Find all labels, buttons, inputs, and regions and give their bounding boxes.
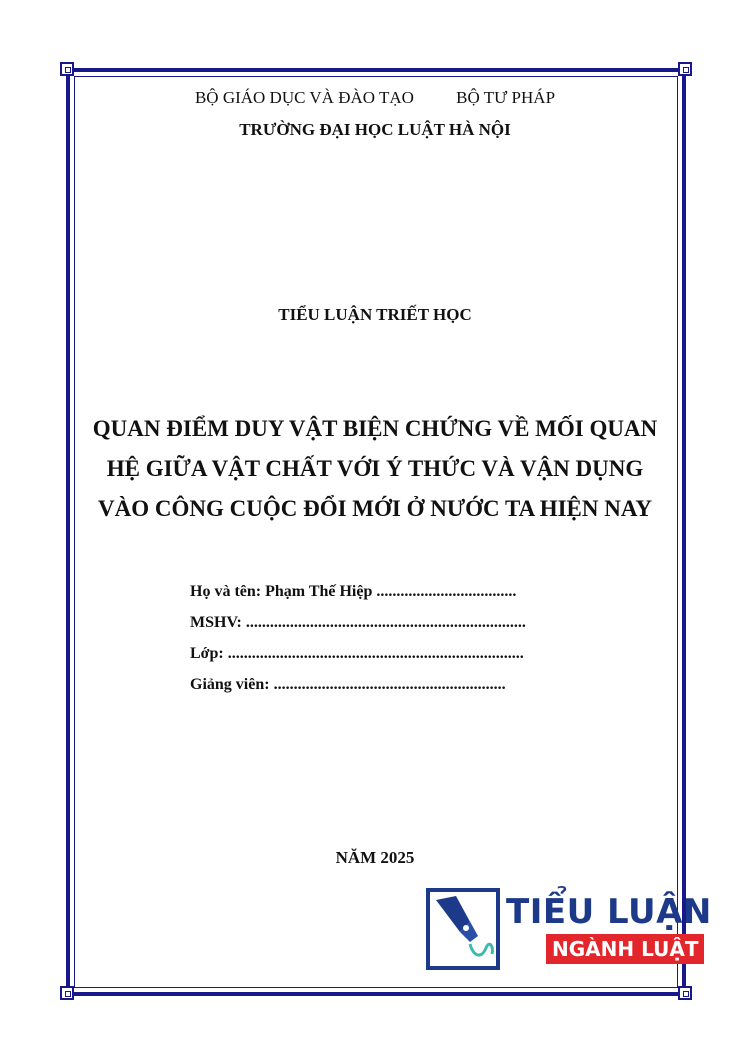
- border-corner-bottom-left: [60, 986, 74, 1000]
- student-id-row: MSHV: ......................................................................: [190, 614, 526, 631]
- essay-title: [0, 409, 750, 529]
- student-info: [190, 583, 550, 707]
- logo-text-secondary: NGÀNH LUẬT: [546, 934, 704, 964]
- title-line: HỆ GIỮA VẬT CHẤT VỚI Ý THỨC VÀ VẬN DỤNG: [106, 456, 644, 481]
- border-corner-top-right: [678, 62, 692, 76]
- title-line: QUAN ĐIỂM DUY VẬT BIỆN CHỨNG VỀ MỐI QUAN: [92, 416, 658, 441]
- lecturer-row: Giảng viên: ..........................................................: [190, 676, 506, 693]
- student-name-row: Họ và tên: Phạm Thế Hiệp ...................................: [190, 583, 517, 600]
- brand-logo: [426, 888, 712, 970]
- pen-nib-icon: [426, 888, 500, 970]
- ministry-education: BỘ GIÁO DỤC VÀ ĐÀO TẠO: [194, 88, 414, 107]
- university-name: TRƯỜNG ĐẠI HỌC LUẬT HÀ NỘI: [239, 120, 511, 139]
- document-type: TIỂU LUẬN TRIẾT HỌC: [278, 305, 472, 324]
- ministry-justice: BỘ TƯ PHÁP: [456, 88, 556, 107]
- logo-text-primary: TIỂU LUẬN: [506, 892, 712, 932]
- class-row: Lớp: ..........................................................................: [190, 645, 524, 662]
- border-corner-top-left: [60, 62, 74, 76]
- ministries-line: [0, 88, 750, 108]
- border-corner-bottom-right: [678, 986, 692, 1000]
- title-line: VÀO CÔNG CUỘC ĐỔI MỚI Ở NƯỚC TA HIỆN NAY: [98, 496, 652, 521]
- year: NĂM 2025: [335, 848, 415, 867]
